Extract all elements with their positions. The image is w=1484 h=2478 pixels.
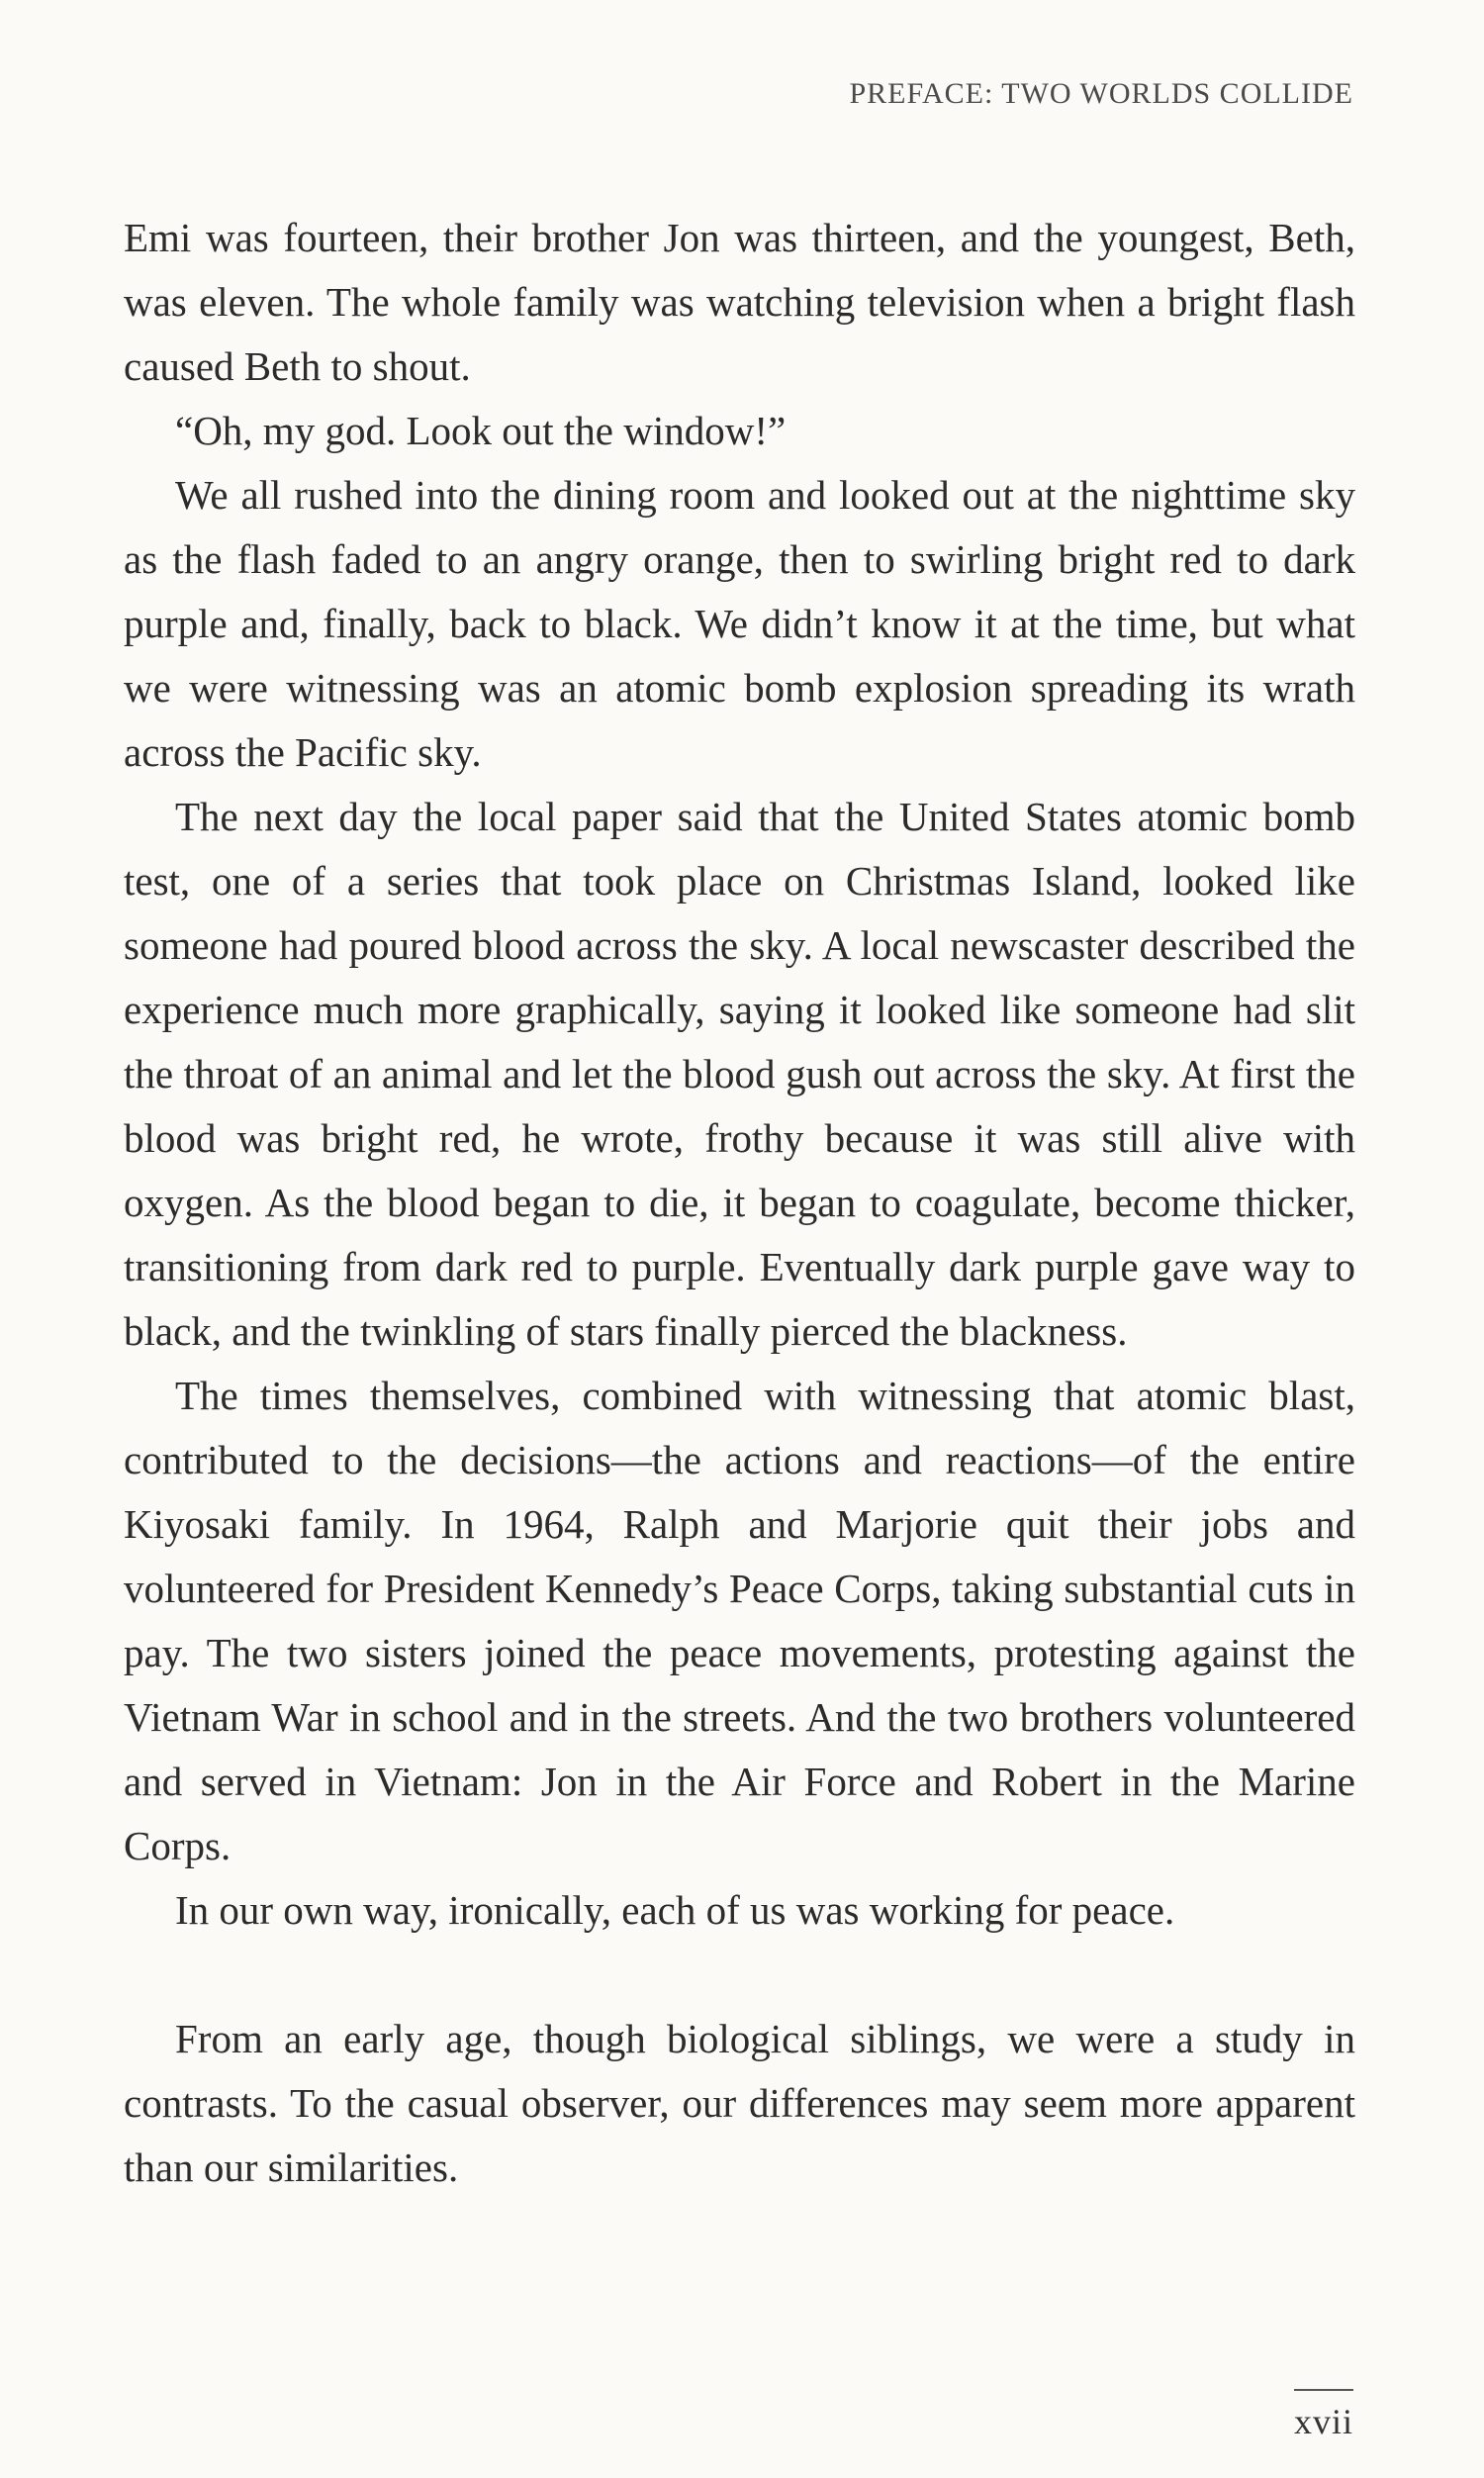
paragraph-5: The times themselves, combined with witnessing that atomic blast, contributed to the decisions—the actions and reactions—of the entire Kiyosaki family. In 1964, Ralph and Marjorie quit their jobs and volunteered for President Kennedy’s Peace Corps, taking substantial cuts in pay. The two sisters joined the peace movements, protesting against the Vietnam War in school and in the streets. And the two brothers volunteered and served in Vietnam: Jon in the Air Force and Robert in the Marine Corps. [124, 1373, 1355, 1868]
body-text [124, 206, 1355, 2200]
paragraph-6: In our own way, ironically, each of us was working for peace. [175, 1887, 1175, 1933]
paragraph-7: From an early age, though biological siblings, we were a study in contrasts. To the casual observer, our differences may seem more apparent than our similarities. [124, 2016, 1355, 2190]
paragraph-3: We all rushed into the dining room and looked out at the nighttime sky as the flash faded to an angry orange, then to swirling bright red to dark purple and, finally, back to black. We didn’t know it at the time, but what we were witnessing was an atomic bomb explosion spreading its wrath across the Pacific sky. [124, 472, 1355, 775]
paragraph-1: Emi was fourteen, their brother Jon was thirteen, and the youngest, Beth, was eleven. The whole family was watching television when a bright flash caused Beth to shout. [124, 215, 1355, 389]
paragraph-2: “Oh, my god. Look out the window!” [175, 408, 787, 453]
page-number: xvii [1294, 2389, 1353, 2442]
paragraph-4: The next day the local paper said that the United States atomic bomb test, one of a series that took place on Christmas Island, looked like someone had poured blood across the sky. A local newscaster described the experience much more graphically, saying it looked like someone had slit the throat of an animal and let the blood gush out across the sky. At first the blood was bright red, he wrote, frothy because it was still alive with oxygen. As the blood began to die, it began to coagulate, become thicker, transitioning from dark red to purple. Eventually dark purple gave way to black, and the twinkling of stars finally pierced the blackness. [124, 794, 1355, 1354]
running-head: PREFACE: TWO WORLDS COLLIDE [849, 77, 1353, 110]
